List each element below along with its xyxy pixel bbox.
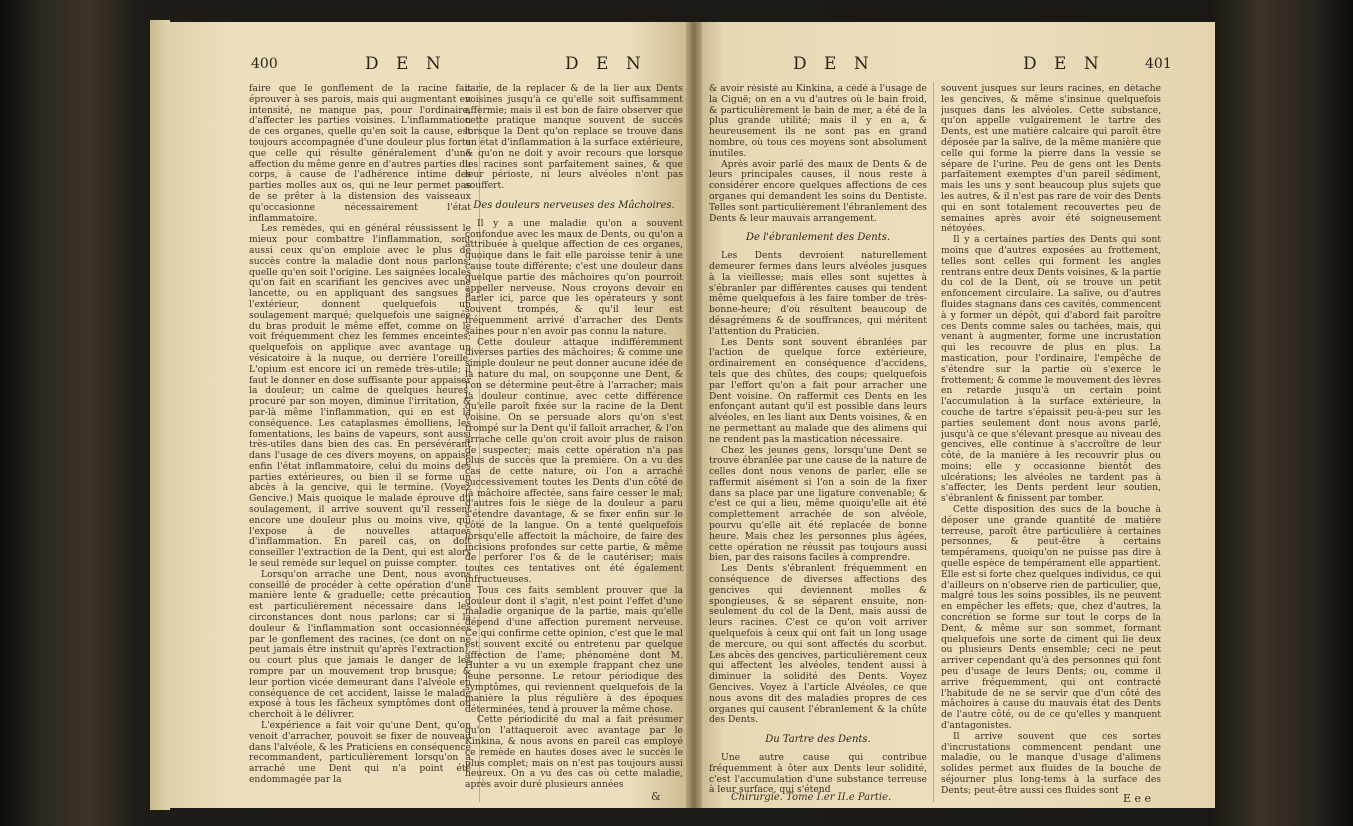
right-running-head-col2: D E N	[1023, 54, 1105, 74]
paragraph: souvent jusques sur leurs racines, en détache les gencives, & même s'insinue quelquefois jusques dans les alvéoles. Cette substance, qu'on appelle vulgairement le tartre des Dents, est une matière calcaire qui paroît être déposée par la salive, de la même manière que celle qui forme la pierre dans la vessie se sépare de l'urine. Peu de gens ont les Dents parfaitement exemptes d'un pareil sédiment, mais les uns y sont beaucoup plus sujets que les autres, & il n'est pas rare de voir des Dents qui en sont totalement recouvertes peu de semaines après avoir été soigneusement nétoyées.	[941, 84, 1161, 235]
paragraph: Chez les jeunes gens, lorsqu'une Dent se trouve ébranlée par une cause de la nature de celles dont nous venons de parler, elle se raffermit aisément si l'on a soin de la fixer dans sa place par une ligature convenable; & c'est ce qui a lieu, même quoiqu'elle ait été complettement arrachée de son alvéole, pourvu qu'elle ait été replacée de bonne heure. Mais chez les personnes plus âgées, cette opération ne réussit pas toujours aussi bien, par des raisons faciles à comprendre.	[709, 444, 927, 564]
left-page	[165, 22, 693, 808]
section-heading: Des douleurs nerveuses des Mâchoires.	[473, 199, 675, 211]
book-gutter	[686, 22, 702, 808]
paragraph: faire que le gonflement de la racine fait éprouver à ses parois, mais qui augmentant en intensité, ne manque pas, pour l'ordinaire, d'affecter les parties voisines. L'inflammation de ces organes, quelle qu'en soit la cause, est toujours accompagnée d'une douleur plus forte que celle qui résulte généralement d'une affection du même genre en d'autres parties du corps, à cause de l'adhérence intime des parties molles aux os, qui ne leur permet pas de se prêter à la distension des vaisseaux qu'occasionne nécessairement l'état inflammatoire.	[249, 84, 471, 224]
paragraph: Les Dents s'ébranlent fréquemment en conséquence de diverses affections des gencives qui deviennent molles & spongieuses, & se séparent ensuite, non-seulement du col de la Dent, mais aussi de leurs racines. C'est ce qu'on voit arriver quelquefois à ceux qui ont fait un long usage de mercure, ou qui sont affectés du scorbut. Les abcès des gencives, particulièrement ceux qui affectent les alvéoles, tendent aussi à diminuer la solidité des Dents. Voyez Gencives. Voyez à l'article Alvéoles, ce que nous avons dit des maladies propres de ces organes qui causent l'ébranlement & la chûte des Dents.	[709, 563, 927, 726]
paragraph: Après avoir parlé des maux de Dents & de leurs principales causes, il nous reste à considérer encore quelques affections de ces organes qui demandent les soins du Dentiste. Telles sont particulièrement l'ébranlement des Dents & leur mauvais arrangement.	[709, 158, 927, 224]
paragraph: Il y a certaines parties des Dents qui sont moins que d'autres exposées au frottement, telles sont celles qui forment les angles rentrans entre deux Dents voisines, & la partie du col de la Dent, où se trouve un petit enfoncement circulaire. La salive, ou d'autres fluides stagnans dans ces cavités, commencent à y former un dépôt, qui d'abord fait paroître ces Dents comme sales ou tachées, mais, qui venant à augmenter, forme une incrustation qui les recouvre de plus en plus. La mastication, pour l'ordinaire, l'empêche de s'étendre sur la partie où s'exerce le frottement; & comme le mouvement des lèvres en retarde jusqu'à un certain point l'accumulation à la surface extérieure, la couche de tartre s'épaissit peu-à-peu sur les parties seulement dont nous avons parlé, jusqu'à ce que s'élevant presque au niveau des gencives, elle continue à s'accroître de leur côté, de la manière à les recouvrir plus ou moins; elle y occasionne bientôt des ulcérations; les alvéoles ne tardent pas à s'affecter, les Dents perdent leur soutien, s'ébranlent & finissent par tomber.	[941, 234, 1161, 505]
right-page	[693, 22, 1215, 808]
paragraph: Cette douleur attaque indifféremment diverses parties des mâchoires; & comme une simple douleur ne peut donner aucune idée de la nature du mal, on soupçonne une Dent, & l'on se détermine peut-être à l'arracher; mais la douleur continue, avec cette différence qu'elle paroît fixée sur la racine de la Dent voisine. On se persuade alors qu'on s'est trompé sur la Dent qu'il falloit arracher, & l'on arrache celle qu'on croit avoir plus de raison de suspecter; mais cette opération n'a pas plus de succès que la première. On a vu des cas de cette nature, où l'on a arraché successivement toutes les Dents d'un côté de la mâchoire affectée, sans faire cesser le mal; d'autres fois le siège de la douleur a paru s'étendre davantage, & se fixer enfin sur le côté de la langue. On a tenté quelquefois lorsqu'elle affectoit la mâchoire, de faire des incisions profondes sur cette partie, & même de perforer l'os & de le cautériser; mais toutes ces tentatives ont été également infructueuses.	[465, 336, 683, 586]
paragraph: Il y a une maladie qu'on a souvent confondue avec les maux de Dents, ou qu'on a attribuée à quelque affection de ces organes, quoique dans le fait elle paroisse tenir à une cause toute différente; c'est une douleur dans quelque partie des mâchoires qu'on pourroit appeller nerveuse. Nous croyons devoir en parler ici, parce que les opérateurs y sont souvent trompés, & qu'il leur est fréquemment arrivé d'arracher des Dents saines pour n'en avoir pas connu la nature.	[465, 217, 683, 337]
section-heading: Du Tartre des Dents.	[765, 734, 871, 746]
right-page-number: 401	[1145, 56, 1172, 72]
right-column-1	[709, 84, 927, 808]
paragraph: Une autre cause qui contribue fréquemment à ôter aux Dents leur solidité, c'est l'accumulation d'une substance terreuse à leur surface, qui s'étend	[709, 752, 927, 796]
right-column-2	[941, 84, 1161, 808]
paragraph: Lorsqu'on arrache une Dent, nous avons conseillé de procéder à cette opération d'une manière lente & graduelle; cette précaution est particulièrement nécessaire dans les circonstances dont nous parlons; car si la douleur & l'inflammation sont occasionnées par le gonflement des racines, (ce dont on ne peut jamais être instruit qu'après l'extraction), ou court plus que jamais le danger de les rompre par un mouvement trop brusque; & leur portion vicée demeurant dans l'alvéole en conséquence de cet accident, laisse le malade exposé à tous les fâcheux symptômes dont on cherchoit à le délivrer.	[249, 568, 471, 721]
paragraph: L'expérience a fait voir qu'une Dent, qu'on venoit d'arracher, pouvoit se fixer de nouveau dans l'alvéole, & les Praticiens en conséquence recommandent, particulièrement lorsqu'on a arraché une Dent qui n'a point été endommagée par la	[249, 720, 471, 785]
paragraph: Cette disposition des sucs de la bouche à déposer une grande quantité de matière terreuse, paroît être particulière à certaines personnes, & peut-être à certains tempéramens, quoiqu'on ne puisse pas dire à quelle espèce de tempérament elle appartient. Elle est si forte chez quelques individus, ce qui d'ailleurs on n'observe rien de particulier, que, malgré tous les soins possibles, ils ne peuvent en empêcher les effets; que, chez d'autres, la concrétion se forme sur tout le corps de la Dent, & même sur son sommet, formant quelquefois une sorte de ciment qui lie deux ou plusieurs Dents ensemble; ceci ne peut arriver cependant qu'à des personnes qui font peu d'usage de leurs Dents; ou, comme il arrive fréquemment, qui ont contracté l'habitude de ne se servir que d'un côté des mâchoires à cause du mauvais état des Dents de l'autre côté, ou de ce qu'elles y manquent d'antagonistes.	[941, 504, 1161, 732]
paragraph: Il arrive souvent que ces sortes d'incrustations commencent pendant une maladie, ou le manque d'usage d'alimens solides permet aux fluides de la bouche de séjourner plus long-tems à la surface des Dents; peut-être aussi ces fluides sont	[941, 730, 1161, 796]
left-column-2	[465, 84, 683, 808]
paragraph: Les Dents sont souvent ébranlées par l'action de quelque force extérieure, ordinairement en conséquence d'accidens, tels que des chûtes, des coups; quelquefois par l'effort qu'on a fait pour arracher une Dent voisine. On raffermit ces Dents en les enfonçant autant qu'il est possible dans leurs alvéoles, en les liant aux Dents voisines, & en ne permettant au malade que des alimens qui ne rendent pas la mastication nécessaire.	[709, 336, 927, 445]
column-rule	[933, 82, 934, 802]
paragraph: Les Dents devroient naturellement demeurer fermes dans leurs alvéoles jusques à la vieillesse; mais elles sont sujettes à s'ébranler par différentes causes qui tendent même quelquefois à les faire tomber de très-bonne-heure; d'où résultent beaucoup de désagrémens & de souffrances, qui méritent l'attention du Praticien.	[709, 250, 927, 337]
left-column-1	[249, 84, 471, 808]
left-running-head: D E N	[365, 54, 447, 74]
catchword: &	[651, 790, 661, 803]
paragraph: & avoir résisté au Kinkina, a cédé à l'usage de la Ciguë; on en a vu d'autres où le bain froid, & particulièrement le bain de mer, a été de la plus grande utilité; mais il y en a, & heureusement ils ne sont pas en grand nombre, où tous ces moyens sont absolument inutiles.	[709, 84, 927, 159]
right-running-head: D E N	[793, 54, 875, 74]
paragraph: Les remèdes, qui en général réussissent le mieux pour combattre l'inflammation, sont aussi ceux qu'on emploie avec le plus de succès contre la maladie dont nous parlons, quelle qu'en soit l'origine. Les saignées locales qu'on fait en scarifiant les gencives avec une lancette, ou en appliquant des sangsues à l'extérieur, donnent quelquefois un soulagement marqué; quelquefois une saignée du bras produit le même effet, comme on le voit fréquemment chez les femmes enceintes; quelquefois on applique avec avantage un vésicatoire à la nuque, ou derrière l'oreille. L'opium est encore ici un remède très-utile; il faut le donner en dose suffisante pour appaiser la douleur; un calme de quelques heures, procuré par son moyen, diminue l'irritation, & par-là même l'inflammation, qui en est la conséquence. Les cataplasmes émolliens, les fomentations, les bains de vapeurs, sont aussi très-utiles dans bien des cas. En persévérant dans l'usage de ces divers moyens, on appaise enfin l'état inflammatoire, celui du moins des parties extérieures, ou bien il se forme un abcès à la gencive, qui le termine. (Voyez Gencive.) Mais quoique le malade éprouve du soulagement, il arrive souvent qu'il ressent encore une douleur plus ou moins vive, qui l'expose à de nouvelles attaques d'inflammation. En pareil cas, on doit conseiller l'extraction de la Dent, qui est alors le seul remède sur lequel on puisse compter.	[249, 223, 471, 570]
signature-mark: E e e	[1123, 792, 1152, 805]
left-running-head-col2: D E N	[565, 54, 647, 74]
footer-title: Chirurgie. Tome I.er II.e Partie.	[731, 792, 892, 803]
left-page-number: 400	[251, 56, 278, 72]
paragraph: Tous ces faits semblent prouver que la douleur dont il s'agit, n'est point l'effet d'une maladie organique de la partie, mais qu'elle dépend d'une affection purement nerveuse. Ce qui confirme cette opinion, c'est que le mal est souvent excité ou entretenu par quelque affection de l'ame; phénomène dont M. Hunter a vu un exemple frappant chez une jeune personne. Le retour périodique des symptômes, qui reviennent quelquefois de la manière la plus régulière à des époques déterminées, tend à prouver la même chose.	[465, 584, 683, 715]
section-heading: De l'ébranlement des Dents.	[745, 232, 891, 244]
paragraph: carie, de la replacer & de la lier aux Dents voisines jusqu'à ce qu'elle soit suffisamment affermie; mais il est bon de faire observer que cette pratique manque souvent de succès lorsque la Dent qu'on replace se trouve dans un état d'inflammation à la surface extérieure, & qu'on ne doit y avoir recours que lorsque les racines sont parfaitement saines, & que leur périoste, ni leurs alvéoles n'ont pas souffert.	[465, 84, 683, 192]
paragraph: Cette périodicité du mal a fait présumer qu'on l'attaqueroit avec avantage par le Kinkina, & nous avons en pareil cas employé ce remède en hautes doses avec le succès le plus complet; mais on n'est pas toujours aussi heureux. On a vu des cas où cette maladie, après avoir duré plusieurs années	[465, 714, 683, 791]
